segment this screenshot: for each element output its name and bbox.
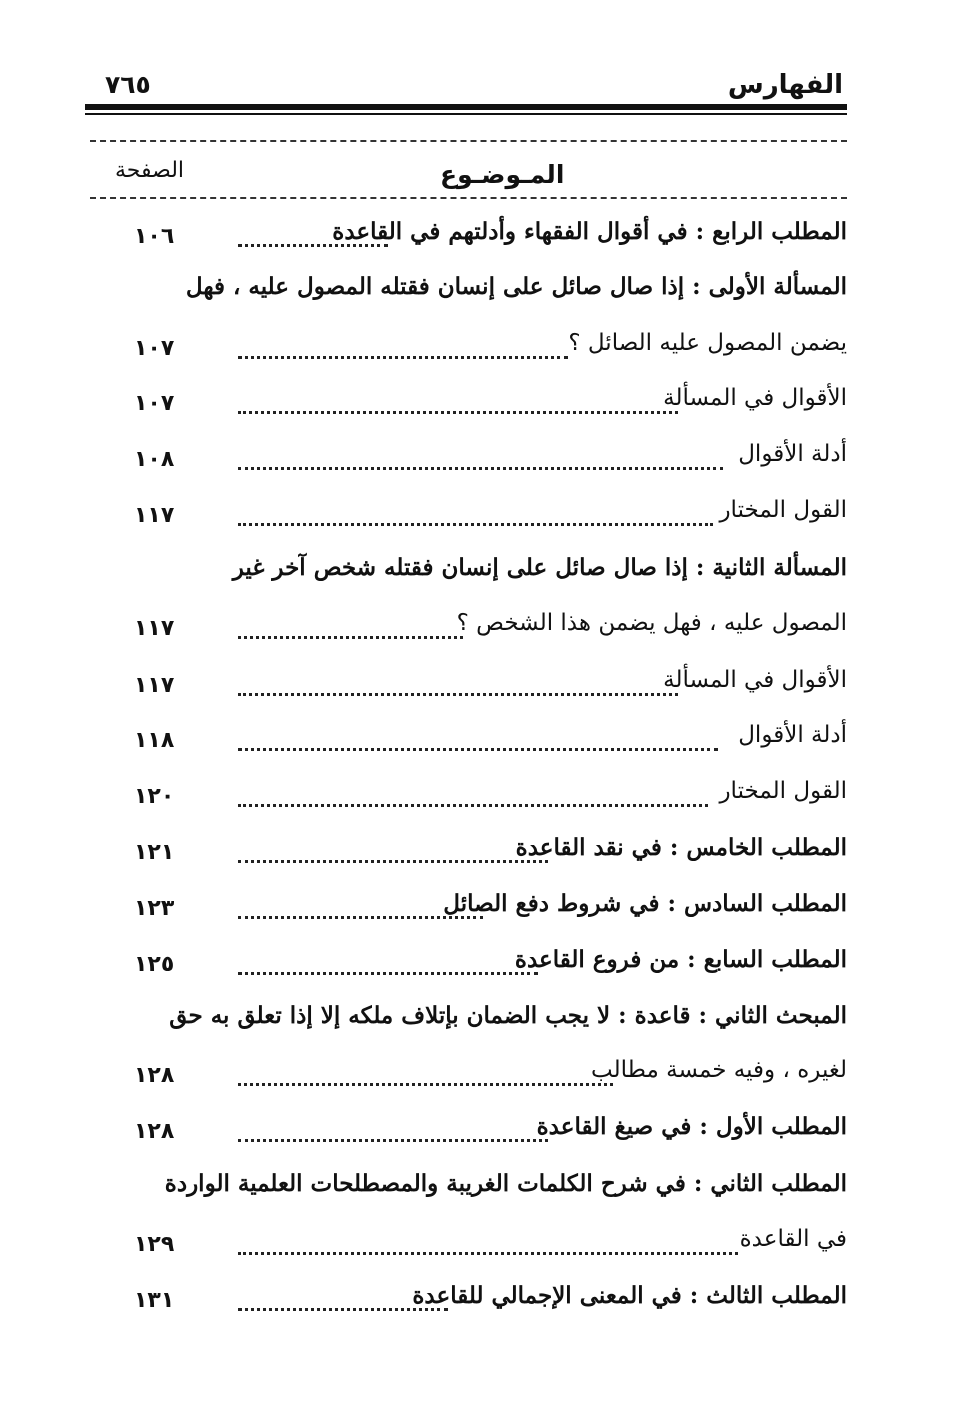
page-number: ٧٦٥	[105, 70, 151, 99]
toc-entry-page: ١٠٧	[134, 391, 175, 416]
dot-leader	[238, 244, 388, 247]
dot-leader	[238, 1308, 448, 1311]
toc-entry	[120, 218, 847, 264]
toc-entry-title: يضمن المصول عليه الصائل ؟	[568, 330, 847, 356]
toc-entry	[120, 1226, 847, 1272]
toc-entry-page: ١١٧	[134, 673, 175, 698]
toc-entry	[120, 441, 847, 487]
toc-entry-title: أدلة الأقوال	[738, 441, 847, 467]
toc-entry-page: ١٠٦	[134, 224, 175, 249]
toc-entry-page: ١٢١	[134, 840, 175, 865]
toc-entry	[120, 1282, 847, 1328]
dot-leader	[238, 1083, 613, 1086]
toc-entry-title: المسألة الثانية : إذا صال صائل على إنسان فقتله شخص آخر غير	[232, 554, 847, 581]
toc-entry	[120, 330, 847, 376]
dot-leader	[238, 916, 483, 919]
dot-leader	[238, 356, 568, 359]
column-header-topic: المـوضـوع	[440, 160, 565, 189]
toc-entry-title: المطلب السادس : في شروط دفع الصائل	[443, 890, 847, 917]
toc-entry-title: الأقوال في المسألة	[663, 385, 847, 411]
toc-entry-title: المطلب الخامس : في نقد القاعدة	[515, 834, 847, 861]
toc-entry-title: المبحث الثاني : قاعدة : لا يجب الضمان بإتلاف ملكه إلا إذا تعلق به حق	[169, 1002, 847, 1029]
toc-entry-title: لغيره ، وفيه خمسة مطالب	[591, 1057, 847, 1083]
toc-entry	[120, 946, 847, 992]
toc-entry-page: ١٢٨	[134, 1119, 175, 1144]
toc-entry-title: القول المختار	[719, 497, 847, 523]
toc-entry	[120, 497, 847, 543]
toc-entry-title: المطلب السابع : من فروع القاعدة	[514, 946, 847, 973]
toc-entry-page: ١٢٨	[134, 1063, 175, 1088]
toc-entry	[120, 554, 847, 600]
dot-leader	[238, 411, 678, 414]
toc-entry	[120, 273, 847, 319]
dot-leader	[238, 693, 678, 696]
toc-entry-page: ١٢٠	[134, 784, 175, 809]
toc-entry-title: المسألة الأولى : إذا صال صائل على إنسان فقتله المصول عليه ، فهل	[185, 273, 847, 300]
toc-entry-page: ١١٨	[134, 728, 175, 753]
column-header-top-divider	[90, 140, 847, 142]
toc-entry-page: ١٢٣	[134, 896, 175, 921]
toc-entry	[120, 722, 847, 768]
toc-entry-title: المصول عليه ، فهل يضمن هذا الشخص ؟	[456, 610, 847, 636]
toc-entry	[120, 1002, 847, 1048]
toc-entry-page: ١٢٩	[134, 1232, 175, 1257]
toc-entry	[120, 1113, 847, 1159]
toc-entry-title: في القاعدة	[739, 1226, 847, 1252]
column-header-page: الصفحة	[115, 158, 185, 183]
toc-entry	[120, 385, 847, 431]
toc-entry	[120, 667, 847, 713]
toc-entry-title: الأقوال في المسألة	[663, 667, 847, 693]
toc-entry-page: ١٠٨	[134, 447, 175, 472]
dot-leader	[238, 748, 718, 751]
toc-entry-page: ١١٧	[134, 616, 175, 641]
dot-leader	[238, 1139, 548, 1142]
dot-leader	[238, 467, 723, 470]
toc-entry-title: القول المختار	[719, 778, 847, 804]
toc-entry-page: ١٢٥	[134, 952, 175, 977]
dot-leader	[238, 972, 538, 975]
toc-entry-title: المطلب الرابع : في أقوال الفقهاء وأدلتهم في القاعدة	[332, 218, 847, 245]
header-rule-thick	[85, 104, 847, 110]
toc-entry	[120, 1057, 847, 1103]
dot-leader	[238, 1252, 738, 1255]
toc-entry	[120, 610, 847, 656]
toc-entry	[120, 1170, 847, 1216]
toc-entry-title: أدلة الأقوال	[738, 722, 847, 748]
toc-entry-page: ١١٧	[134, 503, 175, 528]
dot-leader	[238, 636, 463, 639]
toc-entry	[120, 834, 847, 880]
running-title: الفهارس	[727, 70, 843, 100]
toc-entry-title: المطلب الأول : في صيغ القاعدة	[536, 1113, 847, 1140]
column-header-bottom-divider	[90, 197, 847, 199]
dot-leader	[238, 804, 708, 807]
header-rule-thin	[85, 113, 847, 115]
toc-entry-page: ١٣١	[134, 1288, 175, 1313]
toc-entry	[120, 890, 847, 936]
page-header	[85, 62, 847, 102]
toc-entry-title: المطلب الثاني : في شرح الكلمات الغريبة والمصطلحات العلمية الواردة	[164, 1170, 847, 1197]
toc-entry	[120, 778, 847, 824]
dot-leader	[238, 523, 713, 526]
dot-leader	[238, 860, 548, 863]
toc-entry-title: المطلب الثالث : في المعنى الإجمالي للقاعدة	[412, 1282, 847, 1309]
toc-entry-page: ١٠٧	[134, 336, 175, 361]
